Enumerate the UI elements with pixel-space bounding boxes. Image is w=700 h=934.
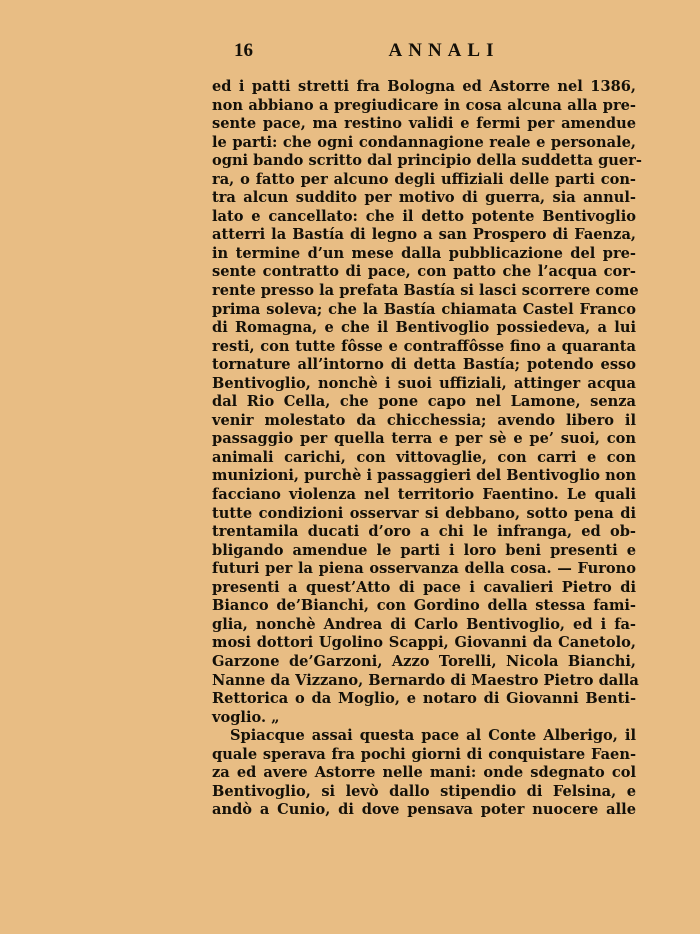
page-number: 16	[234, 40, 253, 61]
text-line: facciano violenza nel territorio Faentino. Le quali	[212, 486, 636, 504]
paragraph-first-line: Spiacque assai questa pace al Conte Alberigo, il	[230, 727, 636, 745]
text-line: andò a Cunio, di dove pensava poter nuocere alle	[212, 801, 636, 819]
text-line: quale sperava fra pochi giorni di conquistare Faen-	[212, 745, 636, 763]
running-head: ANNALI	[388, 40, 500, 61]
text-line: di Romagna, e che il Bentivoglio possiedeva, a lui	[212, 319, 636, 337]
text-line: tutte condizioni osservar si debbano, sotto pena di	[212, 504, 636, 522]
text-line: glia, nonchè Andrea di Carlo Bentivoglio, ed i fa-	[212, 615, 636, 633]
text-line: mosi dottori Ugolino Scappi, Giovanni da Canetolo,	[212, 634, 636, 652]
text-line: presenti a quest’Atto di pace i cavalieri Pietro di	[212, 578, 636, 596]
text-line: ogni bando scritto dal principio della suddetta guer-	[212, 152, 642, 170]
text-line: le parti: che ogni condannagione reale e personale,	[212, 133, 636, 151]
text-line: passaggio per quella terra e per sè e pe’ suoi, con	[212, 430, 636, 448]
text-line: Bentivoglio, nonchè i suoi uffiziali, attinger acqua	[212, 374, 636, 392]
text-line: lato e cancellato: che il detto potente Bentivoglio	[212, 207, 636, 225]
text-line: voglio. „	[212, 708, 280, 726]
text-line: animali carichi, con vittovaglie, con carri e con	[212, 448, 636, 466]
text-line: prima soleva; che la Bastía chiamata Castel Franco	[212, 300, 636, 318]
text-line: resti, con tutte fôsse e contraffôsse fino a quaranta	[212, 337, 636, 355]
text-line: non abbiano a pregiudicare in cosa alcuna alla pre-	[212, 96, 636, 114]
text-line: Nanne da Vizzano, Bernardo di Maestro Pietro dalla	[212, 671, 639, 689]
text-line: tra alcun suddito per motivo di guerra, sia annul-	[212, 189, 636, 207]
page-header	[212, 40, 636, 70]
text-line: venir molestato da chicchessia; avendo libero il	[212, 411, 636, 429]
text-line: in termine d’un mese dalla pubblicazione del pre-	[212, 244, 636, 262]
text-line: ra, o fatto per alcuno degli uffiziali delle parti con-	[212, 170, 636, 188]
text-line: Rettorica o da Moglio, e notaro di Giovanni Benti-	[212, 690, 636, 708]
text-line: za ed avere Astorre nelle mani: onde sdegnato col	[212, 764, 636, 782]
text-line: munizioni, purchè i passaggieri del Bentivoglio non	[212, 467, 637, 485]
text-line: rente presso la prefata Bastía si lasci scorrere come	[212, 282, 639, 300]
text-line: Bianco de’Bianchi, con Gordino della stessa fami-	[212, 597, 636, 615]
text-line: sente contratto di pace, con patto che l’acqua cor-	[212, 263, 636, 281]
body-text	[212, 78, 642, 820]
text-line: trentamila ducati d’oro a chi le infranga, ed ob-	[212, 523, 636, 541]
text-line: tornature all’intorno di detta Bastía; potendo esso	[212, 356, 636, 374]
text-line: Bentivoglio, si levò dallo stipendio di Felsina, e	[212, 782, 636, 800]
text-line: futuri per la piena osservanza della cosa. — Furono	[212, 560, 636, 578]
text-line: dal Rio Cella, che pone capo nel Lamone, senza	[212, 393, 636, 411]
text-line: Garzone de’Garzoni, Azzo Torelli, Nicola Bianchi,	[212, 652, 636, 670]
text-line: ed i patti stretti fra Bologna ed Astorre nel 1386,	[212, 78, 636, 95]
text-line: bligando amendue le parti i loro beni presenti e	[212, 541, 636, 559]
text-line: sente pace, ma restino validi e fermi per amendue	[212, 115, 636, 133]
text-line: atterri la Bastía di legno a san Prospero di Faenza,	[212, 226, 636, 244]
